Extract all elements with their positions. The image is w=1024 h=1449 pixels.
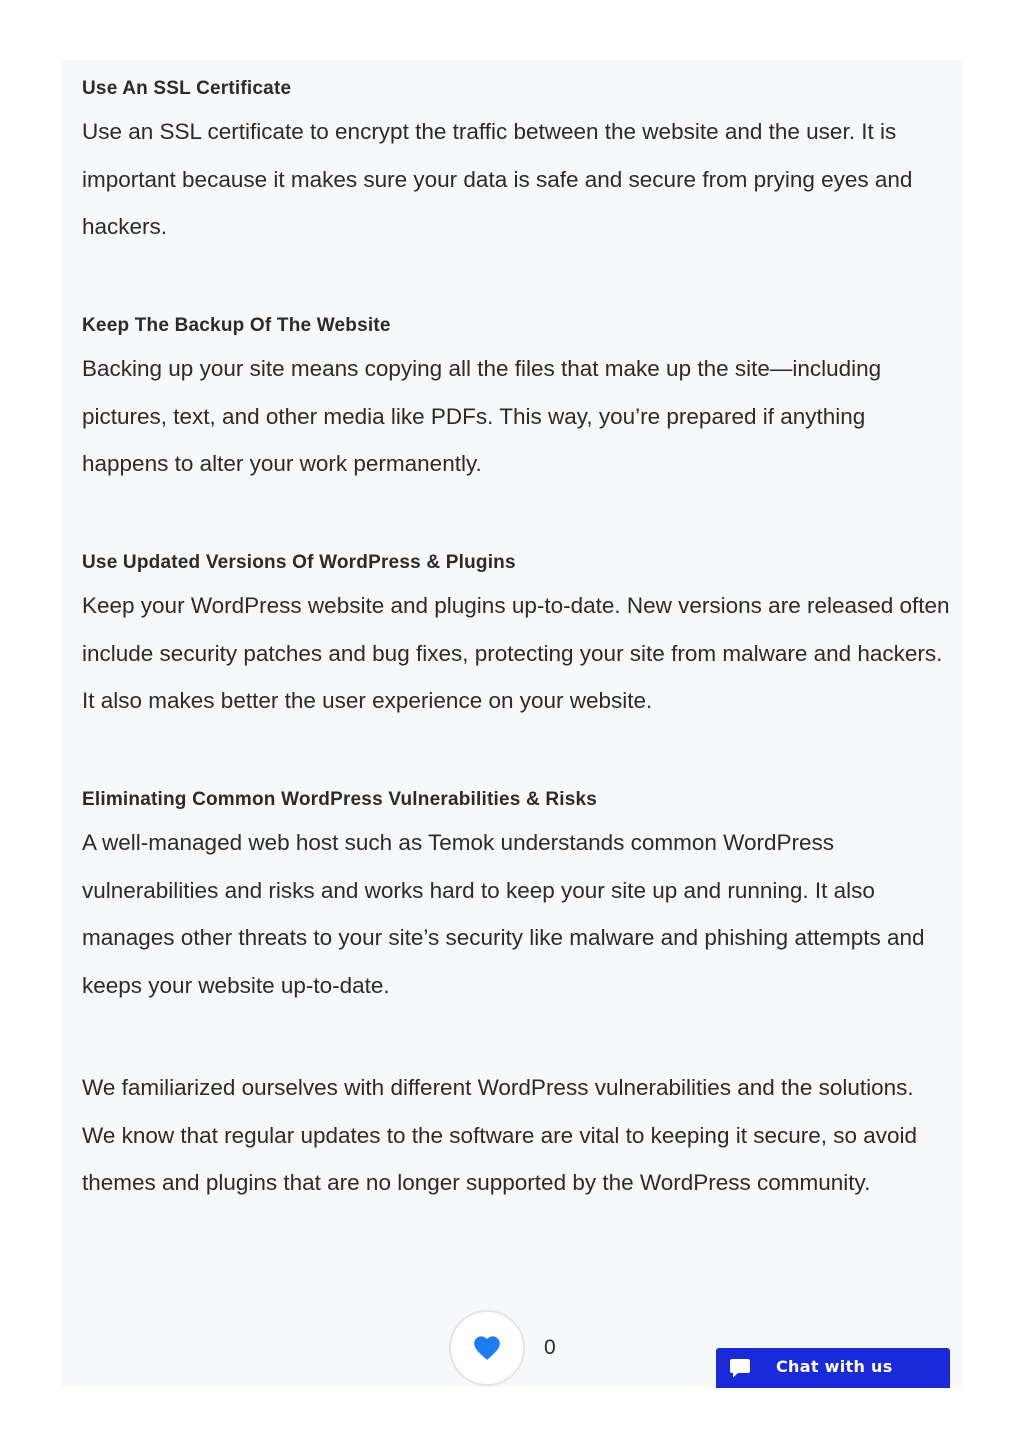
like-button[interactable] (449, 1310, 525, 1386)
chat-bubble-icon (728, 1356, 752, 1380)
section-backup (82, 313, 952, 488)
section-title: Use Updated Versions Of WordPress & Plugins (82, 552, 516, 573)
section-body: Keep your WordPress website and plugins up-to-date. New versions are released often include security patches and bug fixes, protecting your site from malware and hackers. It also makes better the user experience on your website. (82, 593, 950, 713)
section-updated-versions (82, 550, 952, 725)
section-closing (82, 1064, 952, 1207)
section-body: Use an SSL certificate to encrypt the traffic between the website and the user. It is important because it makes sure your data is safe and secure from prying eyes and hackers. (82, 119, 913, 239)
closing-paragraph: We familiarized ourselves with different WordPress vulnerabilities and the solutions. We know that regular updates to the software are vital to keeping it secure, so avoid themes and plugins that are no longer supported by the WordPress community. (82, 1075, 918, 1195)
chat-label: Chat with us (776, 1357, 893, 1376)
section-title: Eliminating Common WordPress Vulnerabilities & Risks (82, 789, 598, 810)
section-vulnerabilities (82, 787, 952, 1009)
like-count: 0 (544, 1336, 556, 1359)
section-title: Use An SSL Certificate (82, 78, 292, 99)
section-title: Keep The Backup Of The Website (82, 315, 391, 336)
section-ssl-certificate (82, 76, 952, 251)
section-body: A well-managed web host such as Temok understands common WordPress vulnerabilities and risks and works hard to keep your site up and running. It also manages other threats to your site’s security like malware and phishing attempts and keeps your website up-to-date. (82, 830, 925, 998)
section-body: Backing up your site means copying all the files that make up the site—including pictures, text, and other media like PDFs. This way, you’re prepared if anything happens to alter your work permanently. (82, 356, 882, 476)
article-panel (62, 60, 962, 1387)
heart-icon (473, 1335, 501, 1361)
chat-with-us-button[interactable] (716, 1348, 950, 1388)
